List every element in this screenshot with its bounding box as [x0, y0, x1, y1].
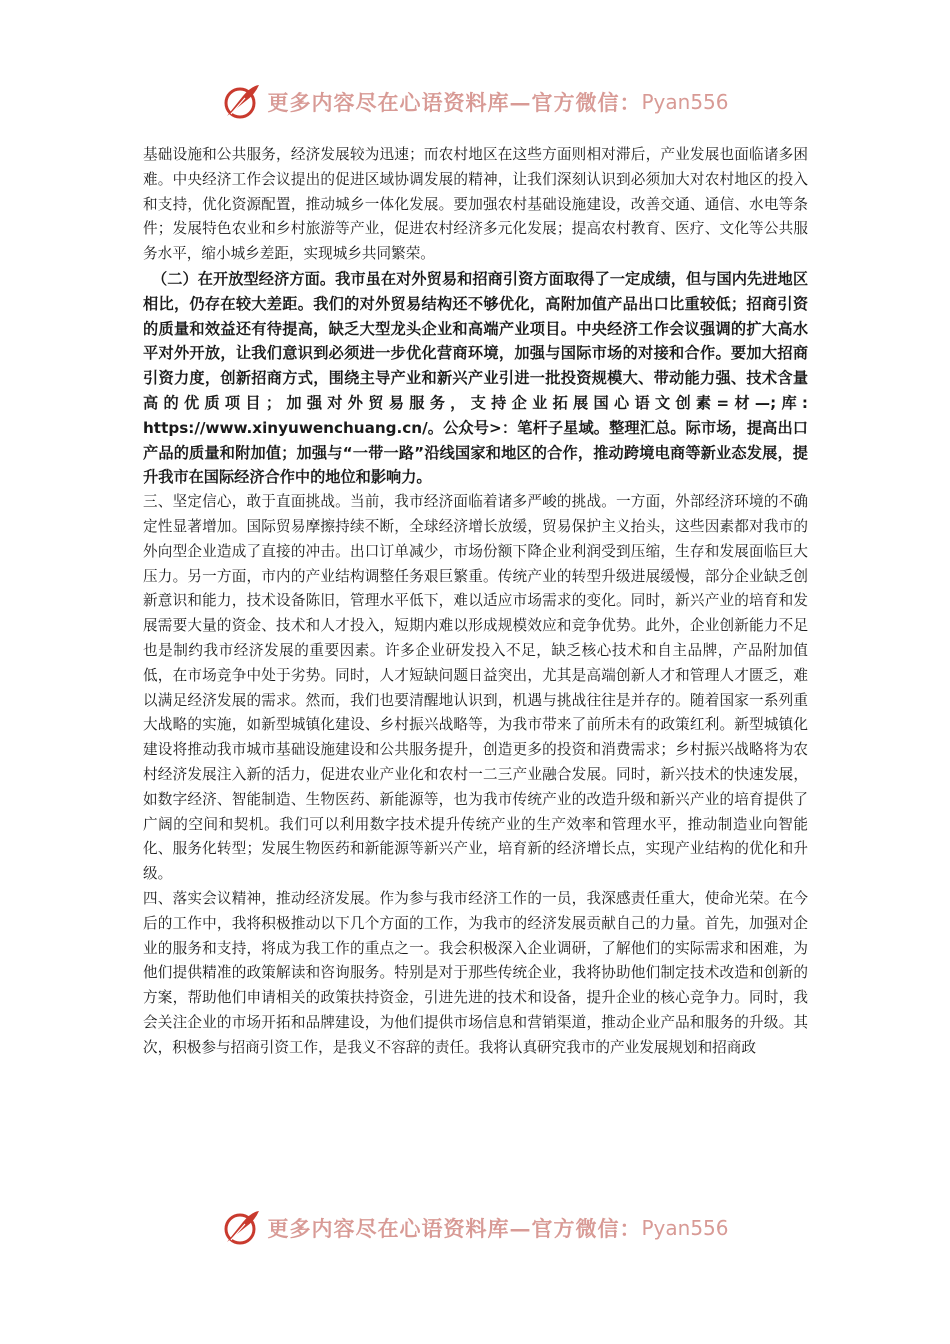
- quill-pen-logo-icon: [221, 1208, 261, 1248]
- paragraph-4-implement-spirit: 四、落实会议精神，推动经济发展。作为参与我市经济工作的一员，我深感责任重大，使命光荣。在今后的工作中，我将积极推动以下几个方面的工作，为我市的经济发展贡献自己的力量。首先，加强对企业的服务和支持，将成为我工作的重点之一。我会积极深入企业调研，了解他们的实际需求和困难，为他们提供精准的政策解读和咨询服务。特别是对于那些传统企业，我将协助他们制定技术改造和创新的方案，帮助他们申请相关的政策扶持资金，引进先进的技术和设备，提升企业的核心竞争力。同时，我会关注企业的市场开拓和品牌建设，为他们提供市场信息和营销渠道，推动企业产品和服务的升级。其次，积极参与招商引资工作，是我义不容辞的责任。我将认真研究我市的产业发展规划和招商政: [143, 889, 808, 1056]
- paragraph-1: 基础设施和公共服务，经济发展较为迅速；而农村地区在这些方面则相对滞后，产业发展也面临诸多困难。中央经济工作会议提出的促进区域协调发展的精神，让我们深刻认识到必须加大对农村地区的投入和支持，优化资源配置，推动城乡一体化发展。要加强农村基础设施建设，改善交通、通信、水电等条件；发展特色农业和乡村旅游等产业，促进农村经济多元化发展；提高农村教育、医疗、文化等公共服务水平，缩小城乡差距，实现城乡共同繁荣。: [143, 146, 808, 263]
- footer-banner: [0, 1206, 950, 1250]
- banner-wechat-id: Pyan556: [641, 1216, 729, 1240]
- quill-pen-logo-icon: [221, 82, 261, 122]
- paragraph-3-confidence-challenges: 三、坚定信心，敢于直面挑战。当前，我市经济面临着诸多严峻的挑战。一方面，外部经济环境的不确定性显著增加。国际贸易摩擦持续不断，全球经济增长放缓，贸易保护主义抬头，这些因素都对我市的外向型企业造成了直接的冲击。出口订单减少，市场份额下降企业利润受到压缩，生存和发展面临巨大压力。另一方面，市内的产业结构调整任务艰巨繁重。传统产业的转型升级进展缓慢，部分企业缺乏创新意识和能力，技术设备陈旧，管理水平低下，难以适应市场需求的变化。同时，新兴产业的培育和发展需要大量的资金、技术和人才投入，短期内难以形成规模效应和竞争优势。此外，企业创新能力不足也是制约我市经济发展的重要因素。许多企业研发投入不足，缺乏核心技术和自主品牌，产品附加值低，在市场竞争中处于劣势。同时，人才短缺问题日益突出，尤其是高端创新人才和管理人才匮乏，难以满足经济发展的需求。然而，我们也要清醒地认识到，机遇与挑战往往是并存的。随着国家一系列重大战略的实施，如新型城镇化建设、乡村振兴战略等，为我市带来了前所未有的政策红利。新型城镇化建设将推动我市城市基础设施建设和公共服务提升，创造更多的投资和消费需求；乡村振兴战略将为农村经济发展注入新的活力，促进农业产业化和农村一二三产业融合发展。同时，新兴技术的快速发展，如数字经济、智能制造、生物医药、新能源等，也为我市传统产业的改造升级和新兴产业的培育提供了广阔的空间和契机。我们可以利用数字技术提升传统产业的生产效率和管理水平，推动制造业向智能化、服务化转型；发展生物医药和新能源等新兴产业，培育新的经济增长点，实现产业结构的优化和升级。: [143, 493, 808, 883]
- banner-text: 更多内容尽在心语资料库—官方微信：: [267, 90, 642, 115]
- header-banner: [0, 80, 950, 124]
- document-body: [143, 143, 808, 1060]
- paragraph-2-heading-open-economy: （二）在开放型经济方面。我市虽在对外贸易和招商引资方面取得了一定成绩，但与国内先进地区相比，仍存在较大差距。我们的对外贸易结构还不够优化，高附加值产品出口比重较低；招商引资的质量和效益还有待提高，缺乏大型龙头企业和高端产业项目。中央经济工作会议强调的扩大高水平对外开放，让我们意识到必须进一步优化营商环境，加强与国际市场的对接和合作。要加大招商引资力度，创新招商方式，围绕主导产业和新兴产业引进一批投资规模大、带动能力强、技术含量高的优质项目；加强对外贸易服务，支持企业拓展国心语文创素=材—;库: https://www.xinyuwenchuang.cn/。公众号>：笔杆子星域。整理汇总。际市场，提高出口产品的质量和附加值；加强与“一带一路”沿线国家和地区的合作，推动跨境电商等新业态发展，提升我市在国际经济合作中的地位和影响力。: [143, 269, 808, 487]
- banner-text: 更多内容尽在心语资料库—官方微信：: [267, 1216, 642, 1241]
- banner-wechat-id: Pyan556: [641, 90, 729, 114]
